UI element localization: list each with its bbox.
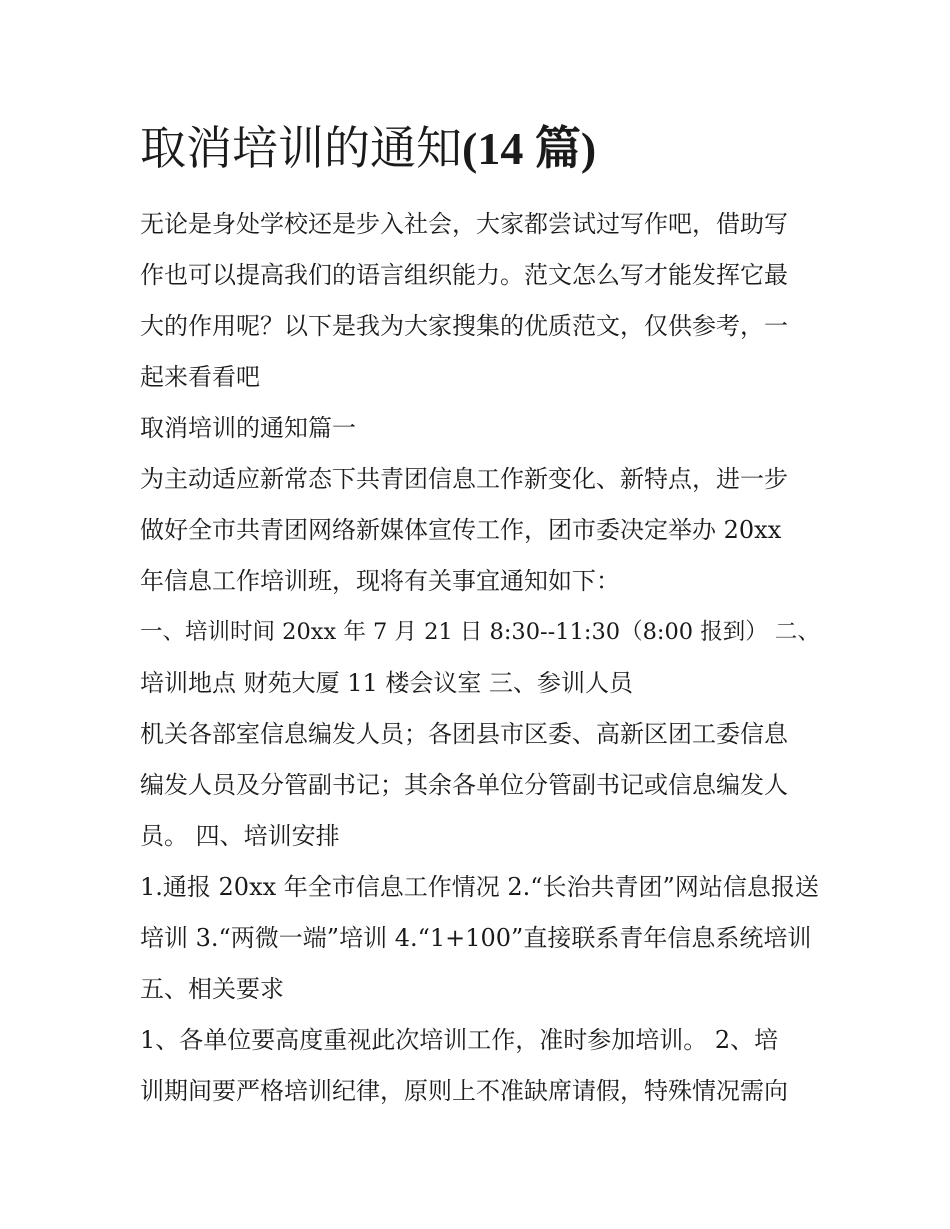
text-line: 一、培训时间 20xx 年 7 月 21 日 8:30--11:30（8:00 报到） 二、 bbox=[140, 619, 820, 645]
text-line: 培训地点 财苑大厦 11 楼会议室 三、参训人员 bbox=[140, 669, 634, 697]
text-line: 大的作用呢？以下是我为大家搜集的优质范文，仅供参考，一 bbox=[140, 312, 788, 340]
text-line: 员。 四、培训安排 bbox=[140, 822, 340, 850]
document-title bbox=[140, 112, 820, 185]
text-line: 编发人员及分管副书记；其余各单位分管副书记或信息编发人 bbox=[140, 771, 788, 799]
text-line: 年信息工作培训班，现将有关事宜通知如下： bbox=[140, 567, 620, 595]
text-line: 1.通报 20xx 年全市信息工作情况 2.“长治共青团”网站信息报送 bbox=[140, 873, 819, 901]
text-line: 1、各单位要高度重视此次培训工作，准时参加培训。 2、培 bbox=[140, 1026, 779, 1054]
text-line: 培训 3.“两微一端”培训 4.“1+100”直接联系青年信息系统培训 bbox=[140, 924, 812, 952]
section-heading: 取消培训的通知篇一 bbox=[140, 414, 356, 442]
document-text bbox=[140, 199, 820, 1117]
document-body bbox=[140, 112, 820, 1117]
text-line: 作也可以提高我们的语言组织能力。范文怎么写才能发挥它最 bbox=[140, 261, 788, 289]
document-title-count: (14 篇) bbox=[462, 123, 597, 174]
text-line: 机关各部室信息编发人员；各团县市区委、高新区团工委信息 bbox=[140, 720, 788, 748]
text-line: 五、相关要求 bbox=[140, 975, 284, 1003]
text-line: 起来看看吧 bbox=[140, 363, 260, 391]
text-line: 无论是身处学校还是步入社会，大家都尝试过写作吧，借助写 bbox=[140, 210, 788, 238]
text-line: 做好全市共青团网络新媒体宣传工作，团市委决定举办 20xx bbox=[140, 516, 782, 544]
text-line: 为主动适应新常态下共青团信息工作新变化、新特点，进一步 bbox=[140, 465, 788, 493]
text-line: 训期间要严格培训纪律，原则上不准缺席请假，特殊情况需向 bbox=[140, 1077, 788, 1105]
document-title-cjk: 取消培训的通知 bbox=[140, 121, 462, 175]
